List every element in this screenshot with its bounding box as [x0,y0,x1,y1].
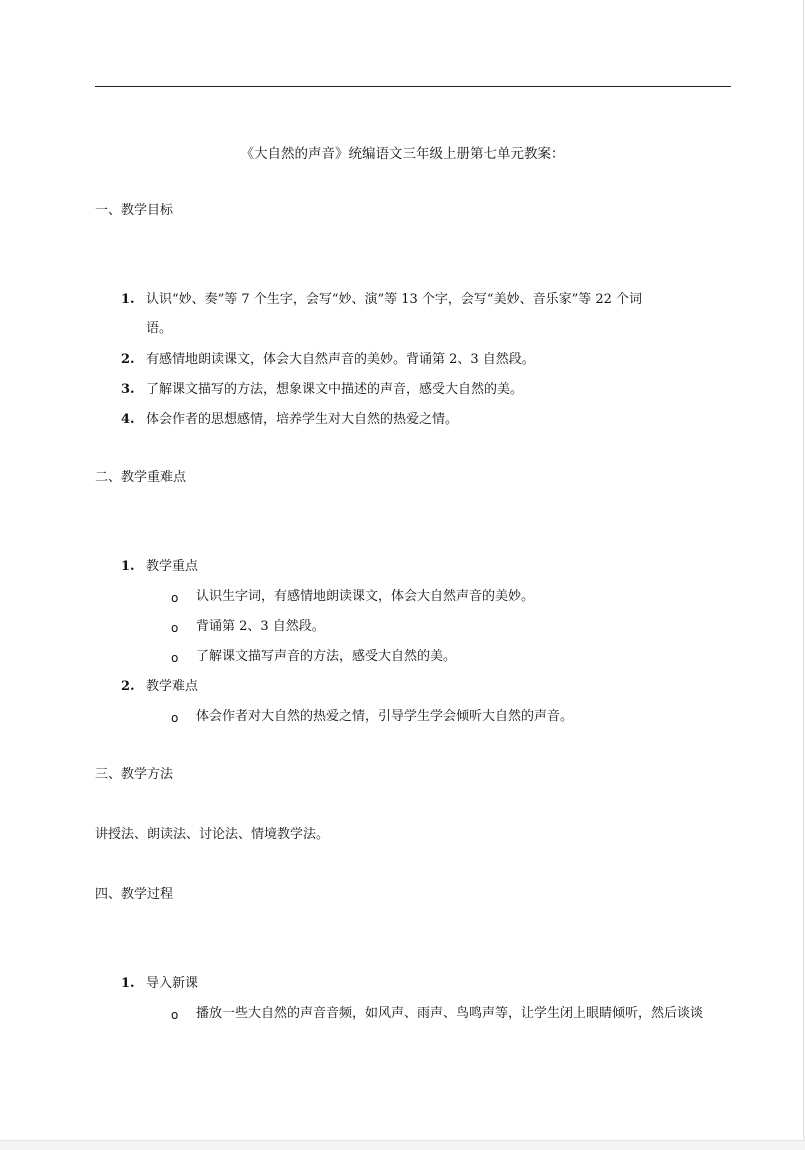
sub-item-text: 认识生字词，有感情地朗读课文，体会大自然声音的美妙。 [196,589,535,604]
section-heading-3: 三、教学方法 [95,767,174,782]
list-number: 2. [121,352,135,367]
sub-item-text: 背诵第 2、3 自然段。 [196,619,325,634]
list-number: 1. [121,559,135,574]
section-body: 讲授法、朗读法、讨论法、情境教学法。 [95,827,330,842]
list-item-text: 导入新课 [146,976,199,991]
list-item-text: 有感情地朗读课文，体会大自然声音的美妙。背诵第 2、3 自然段。 [146,352,535,367]
sub-item-text: 了解课文描写声音的方法，感受大自然的美。 [196,649,457,664]
list-number: 2. [121,679,135,694]
sub-item-text: 播放一些大自然的声音音频，如风声、雨声、鸟鸣声等，让学生闭上眼睛倾听，然后谈谈 [196,1006,704,1021]
bullet-icon: o [171,711,179,725]
bullet-icon: o [171,621,179,635]
sub-item-text: 体会作者对大自然的热爱之情，引导学生学会倾听大自然的声音。 [196,709,574,724]
list-item-text: 了解课文描写的方法，想象课文中描述的声音，感受大自然的美。 [146,382,524,397]
list-number: 3. [121,382,135,397]
bullet-icon: o [171,591,179,605]
list-item-text: 教学重点 [146,559,199,574]
list-number: 1. [121,292,135,307]
section-heading-4: 四、教学过程 [95,887,174,902]
list-item-text: 教学难点 [146,679,199,694]
bullet-icon: o [171,1008,179,1022]
list-item-text: 认识“妙、奏”等 7 个生字，会写“妙、演”等 13 个字，会写“美妙、音乐家”等 22 个词 [146,292,643,307]
document-title: 《大自然的声音》统编语文三年级上册第七单元教案： [240,146,565,162]
list-item-continuation: 语。 [146,321,173,336]
list-number: 4. [121,412,135,427]
section-heading-2: 二、教学重难点 [95,470,187,485]
section-heading-1: 一、教学目标 [95,203,174,218]
list-item-text: 体会作者的思想感情，培养学生对大自然的热爱之情。 [146,412,459,427]
list-number: 1. [121,976,135,991]
header-rule [95,86,731,87]
bullet-icon: o [171,651,179,665]
